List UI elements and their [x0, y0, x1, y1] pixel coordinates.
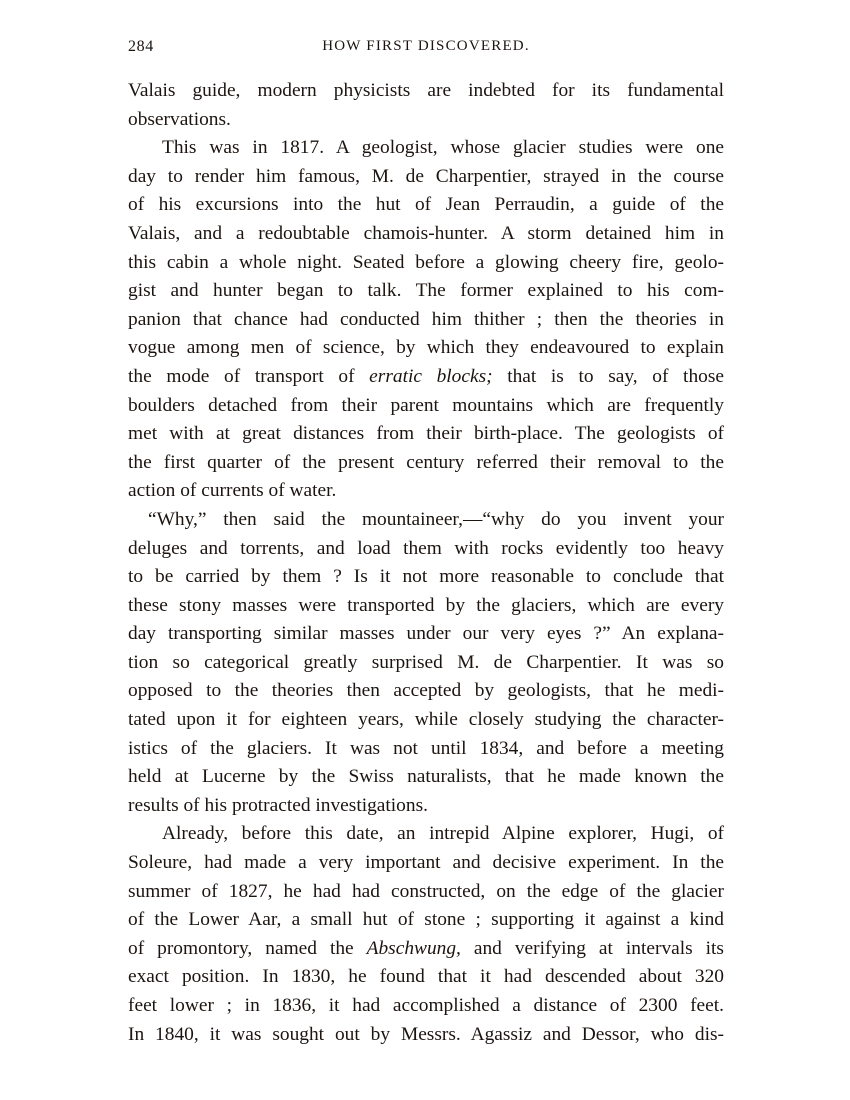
running-head: [128, 38, 724, 58]
text-line: tated upon it for eighteen years, while closely studying the character-: [128, 709, 724, 731]
text-line: boulders detached from their parent mountains which are frequently: [128, 394, 724, 416]
paragraph-charpentier: [128, 134, 724, 506]
text-line: “Why,” then said the mountaineer,—“why do you invent your: [148, 508, 724, 530]
text-line: these stony masses were transported by the glaciers, which are every: [128, 594, 724, 616]
text-line: the first quarter of the present century referred their removal to the: [128, 451, 724, 473]
text-line: Valais guide, modern physicists are indebted for its fundamental: [128, 80, 724, 101]
text-line: observations.: [128, 108, 231, 130]
text-line: This was in 1817. A geologist, whose glacier studies were one: [162, 137, 724, 159]
text-line: vogue among men of science, by which they endeavoured to explain: [128, 337, 724, 359]
text-line: action of currents of water.: [128, 480, 337, 502]
text-line: to be carried by them ? Is it not more reasonable to conclude that: [128, 566, 724, 588]
italic-phrase: erratic blocks;: [369, 365, 493, 387]
body-text: [128, 77, 724, 1049]
text-line: opposed to the theories then accepted by geologists, that he medi-: [128, 680, 724, 702]
text-line: Soleure, had made a very important and decisive experiment. In the: [128, 852, 724, 874]
text-line: exact position. In 1830, he found that it had descended about 320: [128, 966, 724, 988]
text-line: this cabin a whole night. Seated before a glowing cheery fire, geolo-: [128, 251, 724, 273]
text-line-mixed: [128, 935, 724, 964]
text-line: Already, before this date, an intrepid Alpine explorer, Hugi, of: [162, 823, 724, 845]
text-line: panion that chance had conducted him thither ; then the theories in: [128, 308, 724, 330]
text-line: results of his protracted investigations.: [128, 794, 428, 816]
text-line: deluges and torrents, and load them with rocks evidently too heavy: [128, 537, 724, 559]
text-line: of the Lower Aar, a small hut of stone ; supporting it against a kind: [128, 909, 724, 931]
text-line: tion so categorical greatly surprised M. de Charpentier. It was so: [128, 651, 724, 673]
paragraph-mountaineer: [128, 506, 724, 821]
text-line: held at Lucerne by the Swiss naturalists, that he made known the: [128, 766, 724, 788]
text-line: gist and hunter began to talk. The former explained to his com-: [128, 280, 724, 302]
text-segment: the mode of transport of: [128, 365, 370, 387]
text-line: In 1840, it was sought out by Messrs. Agassiz and Dessor, who dis-: [128, 1023, 724, 1045]
text-line: istics of the glaciers. It was not until 1834, and before a meeting: [128, 737, 724, 759]
text-line: Valais, and a redoubtable chamois-hunter. A storm detained him in: [128, 222, 724, 244]
text-line: of his excursions into the hut of Jean Perraudin, a guide of the: [128, 194, 724, 216]
text-line: day transporting similar masses under our very eyes ?” An explana-: [128, 623, 724, 645]
text-line: summer of 1827, he had had constructed, on the edge of the glacier: [128, 880, 724, 902]
text-line-mixed: [128, 363, 724, 392]
text-line: feet lower ; in 1836, it had accomplished a distance of 2300 feet.: [128, 995, 724, 1016]
paragraph-continuation: [128, 77, 724, 134]
text-line: met with at great distances from their birth-place. The geologists of: [128, 423, 724, 445]
text-segment: that is to say, of those: [492, 365, 724, 387]
text-segment: of promontory, named the: [128, 937, 367, 959]
italic-phrase: Abschwung,: [366, 937, 461, 959]
text-line: day to render him famous, M. de Charpentier, strayed in the course: [128, 165, 724, 187]
text-segment: and verifying at intervals its: [460, 937, 724, 959]
paragraph-hugi: [128, 820, 724, 1049]
page-number: 284: [128, 38, 154, 55]
running-title: HOW FIRST DISCOVERED.: [322, 38, 530, 54]
